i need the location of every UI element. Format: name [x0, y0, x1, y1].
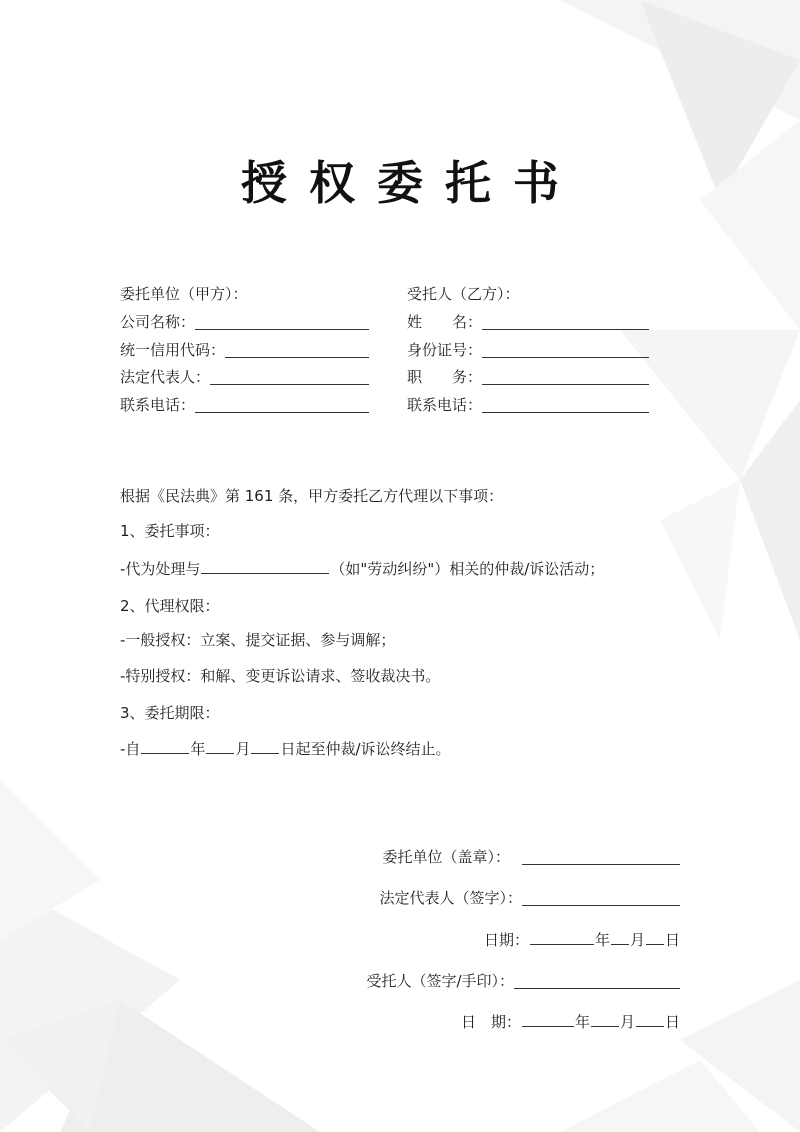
intro-paragraph: 根据《民法典》第 161 条，甲方委托乙方代理以下事项：	[120, 487, 504, 505]
item2-special-authority: -特别授权：和解、变更诉讼请求、签收裁决书。	[120, 667, 441, 685]
party-b-phone-label: 联系电话：	[407, 396, 483, 414]
trustee-sign-label: 受托人（签字/手印）：	[366, 972, 514, 990]
date1-day: 日	[664, 931, 680, 949]
date2-year: 年	[574, 1013, 590, 1031]
company-name-label: 公司名称：	[120, 313, 196, 331]
party-a-phone-blank[interactable]	[195, 397, 369, 413]
item1-heading: 1、委托事项：	[120, 522, 220, 540]
legal-rep-sign-field[interactable]	[379, 888, 680, 908]
legal-rep-sign-label: 法定代表人（签字）：	[379, 889, 522, 907]
company-name-field[interactable]	[120, 312, 369, 332]
matter-blank[interactable]	[201, 559, 329, 574]
date2-year-blank[interactable]	[522, 1012, 574, 1027]
id-number-field[interactable]	[407, 340, 649, 360]
trustee-name-blank[interactable]	[482, 314, 649, 330]
item2-general-authority: -一般授权：立案、提交证据、参与调解；	[120, 631, 396, 649]
party-b-phone-field[interactable]	[407, 395, 649, 415]
position-label: 职 务：	[407, 368, 483, 386]
item3-heading: 3、委托期限：	[120, 704, 220, 722]
party-a-phone-label: 联系电话：	[120, 396, 196, 414]
date2-day: 日	[664, 1013, 680, 1031]
item3-day-suffix: 日起至仲裁/诉讼终结止。	[280, 740, 451, 758]
term-day-blank[interactable]	[251, 739, 279, 754]
date1-month: 月	[629, 931, 645, 949]
term-year-blank[interactable]	[141, 739, 189, 754]
party-a-header: 委托单位（甲方）：	[120, 285, 248, 303]
party-b-phone-blank[interactable]	[482, 397, 649, 413]
date2-month: 月	[619, 1013, 635, 1031]
date2-month-blank[interactable]	[591, 1012, 619, 1027]
position-field[interactable]	[407, 367, 649, 387]
date2-day-blank[interactable]	[636, 1012, 664, 1027]
trustee-name-field[interactable]	[407, 312, 649, 332]
date2-field	[461, 1012, 680, 1032]
date1-label: 日期：	[483, 931, 529, 949]
term-month-blank[interactable]	[206, 739, 234, 754]
date2-label: 日 期：	[460, 1013, 521, 1031]
id-number-label: 身份证号：	[407, 341, 483, 359]
unit-seal-field[interactable]	[382, 847, 680, 867]
item2-heading: 2、代理权限：	[120, 597, 220, 615]
trustee-sign-field[interactable]	[366, 971, 680, 991]
item1-detail	[120, 559, 604, 579]
credit-code-blank[interactable]	[225, 342, 369, 358]
position-blank[interactable]	[482, 369, 649, 385]
legal-rep-blank[interactable]	[210, 369, 369, 385]
item3-month: 月	[235, 740, 251, 758]
legal-rep-sign-blank[interactable]	[522, 890, 680, 906]
date1-day-blank[interactable]	[646, 930, 664, 945]
credit-code-label: 统一信用代码：	[120, 341, 226, 359]
trustee-name-label: 姓 名：	[407, 313, 483, 331]
unit-seal-blank[interactable]	[522, 849, 680, 865]
item3-detail	[120, 739, 451, 759]
legal-rep-label: 法定代表人：	[120, 368, 211, 386]
date1-field	[484, 930, 680, 950]
credit-code-field[interactable]	[120, 340, 369, 360]
company-name-blank[interactable]	[195, 314, 369, 330]
party-b-header: 受托人（乙方）：	[407, 285, 520, 303]
item1-prefix: -代为处理与	[120, 560, 201, 578]
id-number-blank[interactable]	[482, 342, 649, 358]
date1-year-blank[interactable]	[530, 930, 594, 945]
document-title: 授权委托书	[241, 156, 581, 210]
unit-seal-label: 委托单位（盖章）：	[382, 848, 510, 866]
item1-suffix: （如"劳动纠纷"）相关的仲裁/诉讼活动；	[330, 560, 605, 578]
party-a-phone-field[interactable]	[120, 395, 369, 415]
item3-prefix: -自	[120, 740, 141, 758]
legal-rep-field[interactable]	[120, 367, 369, 387]
item3-year: 年	[190, 740, 206, 758]
date1-month-blank[interactable]	[611, 930, 629, 945]
trustee-sign-blank[interactable]	[514, 973, 680, 989]
date1-year: 年	[594, 931, 610, 949]
